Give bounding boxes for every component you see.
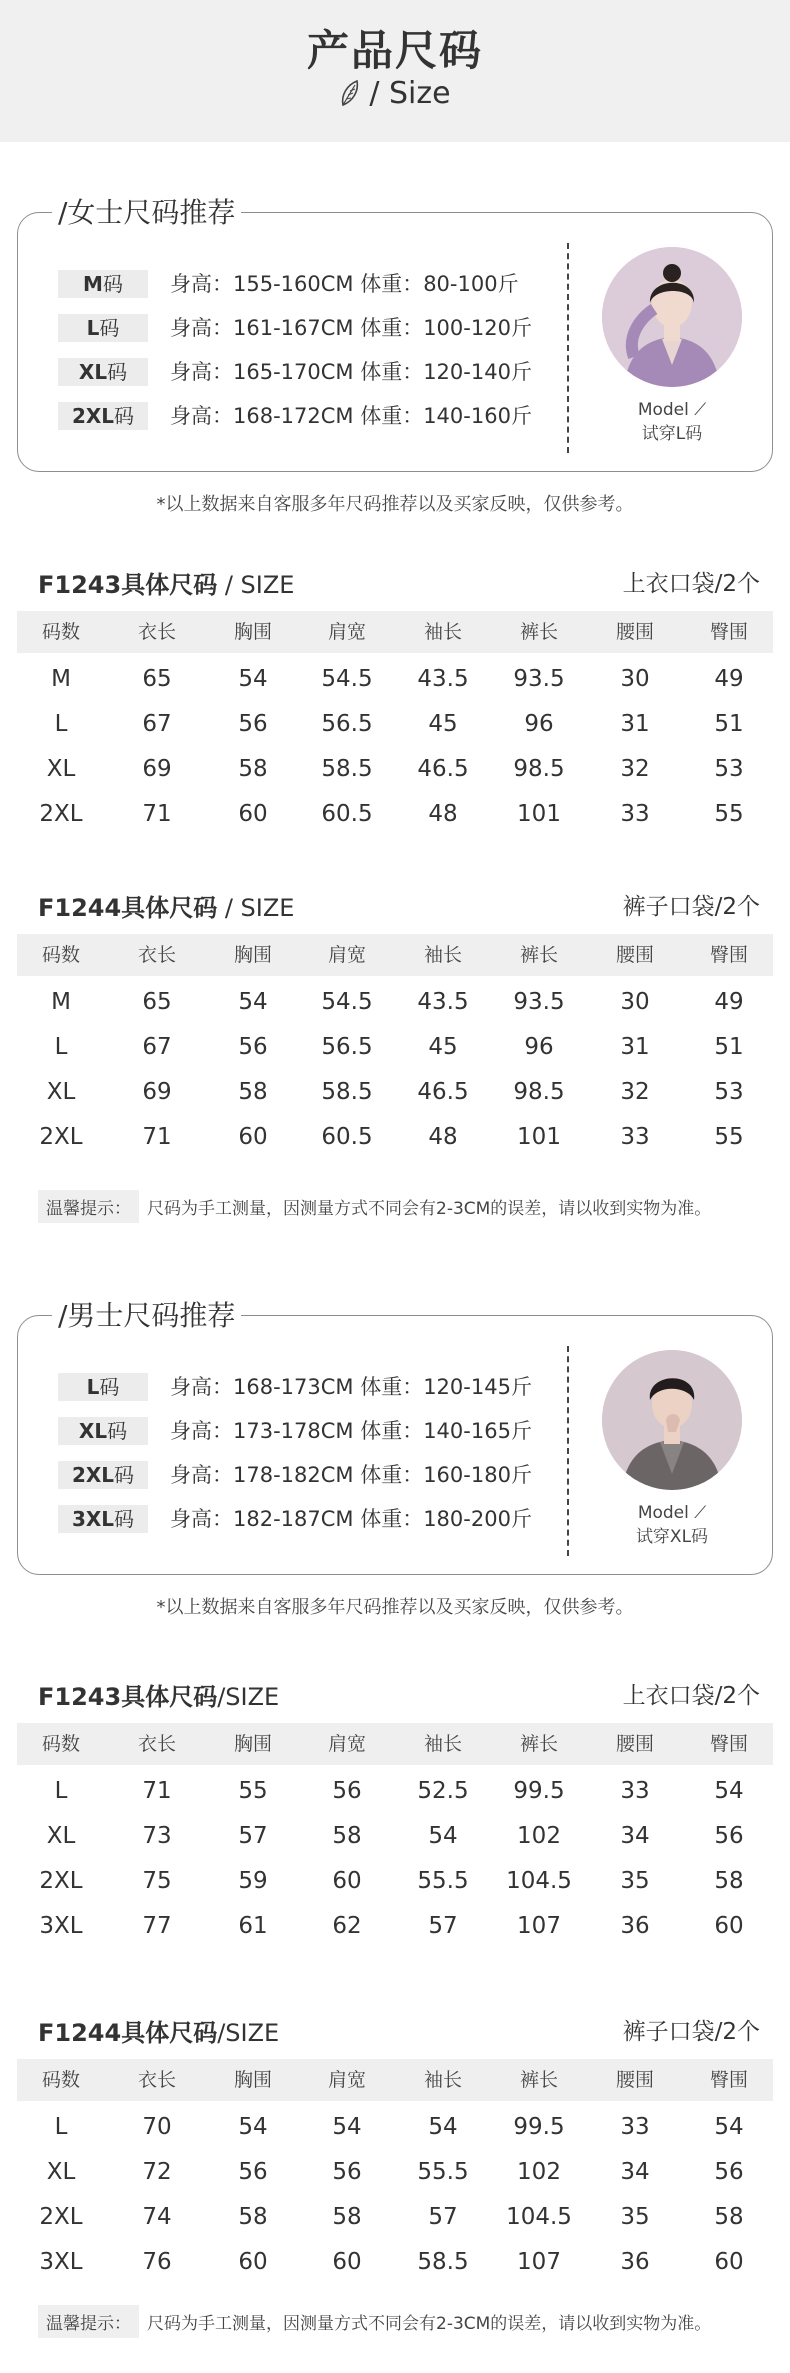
table-row bbox=[17, 747, 773, 791]
women-rec-row bbox=[58, 312, 532, 344]
table-cell: 61 bbox=[238, 1913, 268, 1939]
table-cell: 56 bbox=[714, 2159, 744, 2185]
table-cell: 48 bbox=[428, 1124, 458, 1150]
rec-info: 身高：161-167CM 体重：100-120斤 bbox=[170, 316, 532, 340]
table-cell: 56 bbox=[332, 2159, 362, 2185]
table-cell: 30 bbox=[620, 666, 650, 692]
table-cell: 54 bbox=[428, 1823, 458, 1849]
table-cell: 73 bbox=[142, 1823, 172, 1849]
column-header: 码数 bbox=[41, 1733, 80, 1755]
women-section-title: /女士尺码推荐 bbox=[52, 193, 241, 233]
table-cell: 36 bbox=[620, 2249, 650, 2275]
table-cell: 52.5 bbox=[417, 1778, 469, 1804]
column-header: 袖长 bbox=[423, 621, 462, 643]
men-model-caption: Model ⟋ 试穿XL码 bbox=[635, 1503, 709, 1547]
table-cell: 3XL bbox=[39, 1913, 83, 1939]
table-row bbox=[17, 2150, 773, 2194]
table-cell: 58.5 bbox=[321, 756, 373, 782]
women-rec-row bbox=[58, 356, 532, 388]
table-cell: 96 bbox=[524, 1034, 554, 1060]
women-rec-row bbox=[58, 400, 532, 432]
table-cell: 57 bbox=[428, 1913, 458, 1939]
women-model-photo bbox=[602, 247, 742, 387]
tip-label: 温馨提示： bbox=[38, 1190, 139, 1223]
pocket-note: 上衣口袋/2个 bbox=[622, 571, 760, 597]
table-cell: 67 bbox=[142, 1034, 172, 1060]
column-header: 码数 bbox=[41, 2069, 80, 2091]
column-header: 裤长 bbox=[519, 1733, 558, 1755]
rec-info: 身高：168-172CM 体重：140-160斤 bbox=[170, 404, 532, 428]
column-header: 腰围 bbox=[615, 2069, 654, 2091]
table-cell: 60 bbox=[238, 801, 268, 827]
table-cell: 60 bbox=[238, 1124, 268, 1150]
table-cell: 45 bbox=[428, 711, 458, 737]
divider bbox=[567, 1346, 569, 1556]
table-cell: 35 bbox=[620, 2204, 650, 2230]
men-rec-row bbox=[58, 1459, 532, 1491]
table-cell: 58 bbox=[714, 2204, 744, 2230]
table-header bbox=[17, 934, 773, 976]
column-header: 衣长 bbox=[137, 1733, 176, 1755]
column-header: 裤长 bbox=[519, 621, 558, 643]
table-cell: 51 bbox=[714, 1034, 744, 1060]
table-row bbox=[17, 1814, 773, 1858]
women-size-recommendation bbox=[17, 196, 773, 472]
table-cell: 32 bbox=[620, 1079, 650, 1105]
pocket-note: 上衣口袋/2个 bbox=[622, 1683, 760, 1709]
size-tag: 2XL码 bbox=[58, 402, 148, 430]
subtitle-text: / Size bbox=[369, 76, 451, 111]
column-header: 胸围 bbox=[233, 944, 272, 966]
column-header: 腰围 bbox=[615, 1733, 654, 1755]
table-cell: 72 bbox=[142, 2159, 172, 2185]
table-cell: 58.5 bbox=[417, 2249, 469, 2275]
table-cell: 2XL bbox=[39, 1868, 83, 1894]
table-cell: 33 bbox=[620, 801, 650, 827]
table-cell: 102 bbox=[517, 1823, 561, 1849]
table-cell: 43.5 bbox=[417, 666, 469, 692]
table-header bbox=[17, 611, 773, 653]
column-header: 肩宽 bbox=[327, 1733, 366, 1755]
table-cell: 71 bbox=[142, 1124, 172, 1150]
table-cell: 69 bbox=[142, 756, 172, 782]
table-cell: 45 bbox=[428, 1034, 458, 1060]
column-header: 袖长 bbox=[423, 1733, 462, 1755]
men-rec-row bbox=[58, 1371, 532, 1403]
men-rec-row bbox=[58, 1503, 532, 1535]
table-cell: 32 bbox=[620, 756, 650, 782]
table-row bbox=[17, 2195, 773, 2239]
table-cell: 60.5 bbox=[321, 801, 373, 827]
reference-note: *以上数据来自客服多年尺码推荐以及买家反映，仅供参考。 bbox=[156, 494, 634, 515]
table-cell: 35 bbox=[620, 1868, 650, 1894]
rec-info: 身高：165-170CM 体重：120-140斤 bbox=[170, 360, 532, 384]
table-cell: 107 bbox=[517, 2249, 561, 2275]
table-title: F1244具体尺码 / SIZE bbox=[38, 894, 295, 922]
rec-info: 身高：173-178CM 体重：140-165斤 bbox=[170, 1419, 532, 1443]
column-header: 肩宽 bbox=[327, 944, 366, 966]
column-header: 腰围 bbox=[615, 621, 654, 643]
table-cell: 49 bbox=[714, 666, 744, 692]
table-row bbox=[17, 1070, 773, 1114]
table-cell: 58 bbox=[714, 1868, 744, 1894]
table-cell: 71 bbox=[142, 801, 172, 827]
table-cell: 33 bbox=[620, 1778, 650, 1804]
table-cell: 60.5 bbox=[321, 1124, 373, 1150]
size-tag: 3XL码 bbox=[58, 1505, 148, 1533]
table-cell: 56.5 bbox=[321, 711, 373, 737]
table-cell: 58 bbox=[238, 1079, 268, 1105]
table-cell: 34 bbox=[620, 1823, 650, 1849]
column-header: 裤长 bbox=[519, 2069, 558, 2091]
table-row bbox=[17, 792, 773, 836]
table-cell: 71 bbox=[142, 1778, 172, 1804]
men-model-photo bbox=[602, 1350, 742, 1490]
table-cell: L bbox=[54, 1034, 68, 1060]
column-header: 臀围 bbox=[709, 944, 748, 966]
table-cell: 30 bbox=[620, 989, 650, 1015]
table-header bbox=[17, 1723, 773, 1765]
table-cell: 48 bbox=[428, 801, 458, 827]
table-cell: 54 bbox=[714, 1778, 744, 1804]
table-cell: M bbox=[51, 666, 71, 692]
table-row bbox=[17, 1769, 773, 1813]
rec-info: 身高：155-160CM 体重：80-100斤 bbox=[170, 272, 519, 296]
table-cell: 54 bbox=[238, 989, 268, 1015]
men-size-recommendation bbox=[17, 1299, 773, 1575]
column-header: 衣长 bbox=[137, 2069, 176, 2091]
table-header bbox=[17, 2059, 773, 2101]
column-header: 臀围 bbox=[709, 621, 748, 643]
column-header: 衣长 bbox=[137, 944, 176, 966]
table-row bbox=[17, 980, 773, 1024]
table-cell: 93.5 bbox=[513, 666, 565, 692]
table-cell: 2XL bbox=[39, 801, 83, 827]
column-header: 肩宽 bbox=[327, 2069, 366, 2091]
table-cell: 46.5 bbox=[417, 1079, 469, 1105]
table-cell: 60 bbox=[238, 2249, 268, 2275]
table-cell: 60 bbox=[714, 1913, 744, 1939]
column-header: 袖长 bbox=[423, 944, 462, 966]
table-cell: 54 bbox=[238, 2114, 268, 2140]
table-cell: 3XL bbox=[39, 2249, 83, 2275]
column-header: 码数 bbox=[41, 944, 80, 966]
table-cell: 54.5 bbox=[321, 989, 373, 1015]
table-cell: 96 bbox=[524, 711, 554, 737]
table-cell: 76 bbox=[142, 2249, 172, 2275]
table-cell: 34 bbox=[620, 2159, 650, 2185]
size-tag: XL码 bbox=[58, 1417, 148, 1445]
women-rec-row bbox=[58, 268, 519, 300]
column-header: 臀围 bbox=[709, 2069, 748, 2091]
table-cell: 58 bbox=[238, 756, 268, 782]
measurement-tip bbox=[38, 1190, 711, 1223]
table-cell: 33 bbox=[620, 1124, 650, 1150]
column-header: 袖长 bbox=[423, 2069, 462, 2091]
men-rec-row bbox=[58, 1415, 532, 1447]
tip-label: 温馨提示： bbox=[38, 2305, 139, 2338]
size-tag: L码 bbox=[58, 1373, 148, 1401]
tip-text: 尺码为手工测量，因测量方式不同会有2-3CM的误差，请以收到实物为准。 bbox=[147, 1199, 712, 1219]
measurement-tip bbox=[38, 2305, 711, 2338]
table-cell: 99.5 bbox=[513, 1778, 565, 1804]
table-cell: 57 bbox=[428, 2204, 458, 2230]
table-cell: 56.5 bbox=[321, 1034, 373, 1060]
table-cell: M bbox=[51, 989, 71, 1015]
table-cell: 93.5 bbox=[513, 989, 565, 1015]
column-header: 胸围 bbox=[233, 621, 272, 643]
page-title: 产品尺码 bbox=[306, 26, 483, 75]
table-cell: 65 bbox=[142, 666, 172, 692]
table-cell: 33 bbox=[620, 2114, 650, 2140]
table-cell: 57 bbox=[238, 1823, 268, 1849]
table-cell: 56 bbox=[238, 2159, 268, 2185]
column-header: 胸围 bbox=[233, 2069, 272, 2091]
table-cell: 55 bbox=[238, 1778, 268, 1804]
table-cell: 55 bbox=[714, 1124, 744, 1150]
column-header: 码数 bbox=[41, 621, 80, 643]
column-header: 腰围 bbox=[615, 944, 654, 966]
table-cell: 56 bbox=[238, 711, 268, 737]
table-cell: 101 bbox=[517, 801, 561, 827]
table-cell: XL bbox=[46, 1079, 76, 1105]
table-cell: L bbox=[54, 2114, 68, 2140]
table-cell: 56 bbox=[714, 1823, 744, 1849]
men-section-title: /男士尺码推荐 bbox=[52, 1296, 241, 1336]
table-cell: XL bbox=[46, 756, 76, 782]
table-cell: 54 bbox=[714, 2114, 744, 2140]
table-cell: 46.5 bbox=[417, 756, 469, 782]
pocket-note: 裤子口袋/2个 bbox=[622, 2019, 760, 2045]
table-cell: 58 bbox=[332, 1823, 362, 1849]
table-cell: L bbox=[54, 711, 68, 737]
size-tag: L码 bbox=[58, 314, 148, 342]
table-row bbox=[17, 702, 773, 746]
table-cell: 31 bbox=[620, 711, 650, 737]
table-cell: 67 bbox=[142, 711, 172, 737]
table-cell: 74 bbox=[142, 2204, 172, 2230]
table-cell: 60 bbox=[332, 1868, 362, 1894]
rec-info: 身高：178-182CM 体重：160-180斤 bbox=[170, 1463, 532, 1487]
table-cell: 49 bbox=[714, 989, 744, 1015]
column-header: 裤长 bbox=[519, 944, 558, 966]
table-cell: 75 bbox=[142, 1868, 172, 1894]
size-tag: XL码 bbox=[58, 358, 148, 386]
table-cell: 43.5 bbox=[417, 989, 469, 1015]
table-row bbox=[17, 1115, 773, 1159]
table-row bbox=[17, 657, 773, 701]
table-row bbox=[17, 1025, 773, 1069]
table-cell: 2XL bbox=[39, 2204, 83, 2230]
table-cell: 53 bbox=[714, 1079, 744, 1105]
table-cell: 54 bbox=[238, 666, 268, 692]
column-header: 衣长 bbox=[137, 621, 176, 643]
table-cell: XL bbox=[46, 1823, 76, 1849]
column-header: 肩宽 bbox=[327, 621, 366, 643]
page-header bbox=[0, 0, 790, 142]
table-cell: 58 bbox=[332, 2204, 362, 2230]
table-cell: XL bbox=[46, 2159, 76, 2185]
table-cell: 98.5 bbox=[513, 1079, 565, 1105]
table-cell: 70 bbox=[142, 2114, 172, 2140]
table-cell: 55.5 bbox=[417, 2159, 469, 2185]
table-cell: 107 bbox=[517, 1913, 561, 1939]
table-cell: 102 bbox=[517, 2159, 561, 2185]
table-cell: 60 bbox=[332, 2249, 362, 2275]
table-cell: 54 bbox=[332, 2114, 362, 2140]
women-model-caption: Model ⟋ 试穿L码 bbox=[637, 400, 707, 444]
table-cell: 62 bbox=[332, 1913, 362, 1939]
table-title: F1243具体尺码/SIZE bbox=[38, 1683, 280, 1711]
table-title: F1243具体尺码 / SIZE bbox=[38, 571, 295, 599]
table-cell: 55 bbox=[714, 801, 744, 827]
size-tag: M码 bbox=[58, 270, 148, 298]
table-cell: 99.5 bbox=[513, 2114, 565, 2140]
table-cell: 104.5 bbox=[506, 2204, 572, 2230]
page-subtitle bbox=[0, 76, 790, 111]
table-cell: L bbox=[54, 1778, 68, 1804]
table-cell: 69 bbox=[142, 1079, 172, 1105]
table-cell: 51 bbox=[714, 711, 744, 737]
table-cell: 65 bbox=[142, 989, 172, 1015]
table-cell: 54.5 bbox=[321, 666, 373, 692]
table-cell: 77 bbox=[142, 1913, 172, 1939]
table-cell: 104.5 bbox=[506, 1868, 572, 1894]
table-row bbox=[17, 1859, 773, 1903]
table-row bbox=[17, 2240, 773, 2284]
table-cell: 101 bbox=[517, 1124, 561, 1150]
table-cell: 54 bbox=[428, 2114, 458, 2140]
table-cell: 60 bbox=[714, 2249, 744, 2275]
rec-info: 身高：168-173CM 体重：120-145斤 bbox=[170, 1375, 532, 1399]
table-row bbox=[17, 2105, 773, 2149]
table-title: F1244具体尺码/SIZE bbox=[38, 2019, 280, 2047]
table-cell: 98.5 bbox=[513, 756, 565, 782]
table-cell: 2XL bbox=[39, 1124, 83, 1150]
table-cell: 55.5 bbox=[417, 1868, 469, 1894]
divider bbox=[567, 243, 569, 453]
tip-text: 尺码为手工测量，因测量方式不同会有2-3CM的误差，请以收到实物为准。 bbox=[147, 2314, 712, 2334]
column-header: 胸围 bbox=[233, 1733, 272, 1755]
table-cell: 31 bbox=[620, 1034, 650, 1060]
table-row bbox=[17, 1904, 773, 1948]
table-cell: 56 bbox=[332, 1778, 362, 1804]
table-cell: 56 bbox=[238, 1034, 268, 1060]
size-tag: 2XL码 bbox=[58, 1461, 148, 1489]
table-cell: 53 bbox=[714, 756, 744, 782]
table-cell: 36 bbox=[620, 1913, 650, 1939]
pocket-note: 裤子口袋/2个 bbox=[622, 894, 760, 920]
reference-note: *以上数据来自客服多年尺码推荐以及买家反映，仅供参考。 bbox=[156, 1597, 634, 1618]
table-cell: 59 bbox=[238, 1868, 268, 1894]
rec-info: 身高：182-187CM 体重：180-200斤 bbox=[170, 1507, 532, 1531]
leaf-icon bbox=[339, 79, 361, 107]
table-cell: 58.5 bbox=[321, 1079, 373, 1105]
table-cell: 58 bbox=[238, 2204, 268, 2230]
column-header: 臀围 bbox=[709, 1733, 748, 1755]
